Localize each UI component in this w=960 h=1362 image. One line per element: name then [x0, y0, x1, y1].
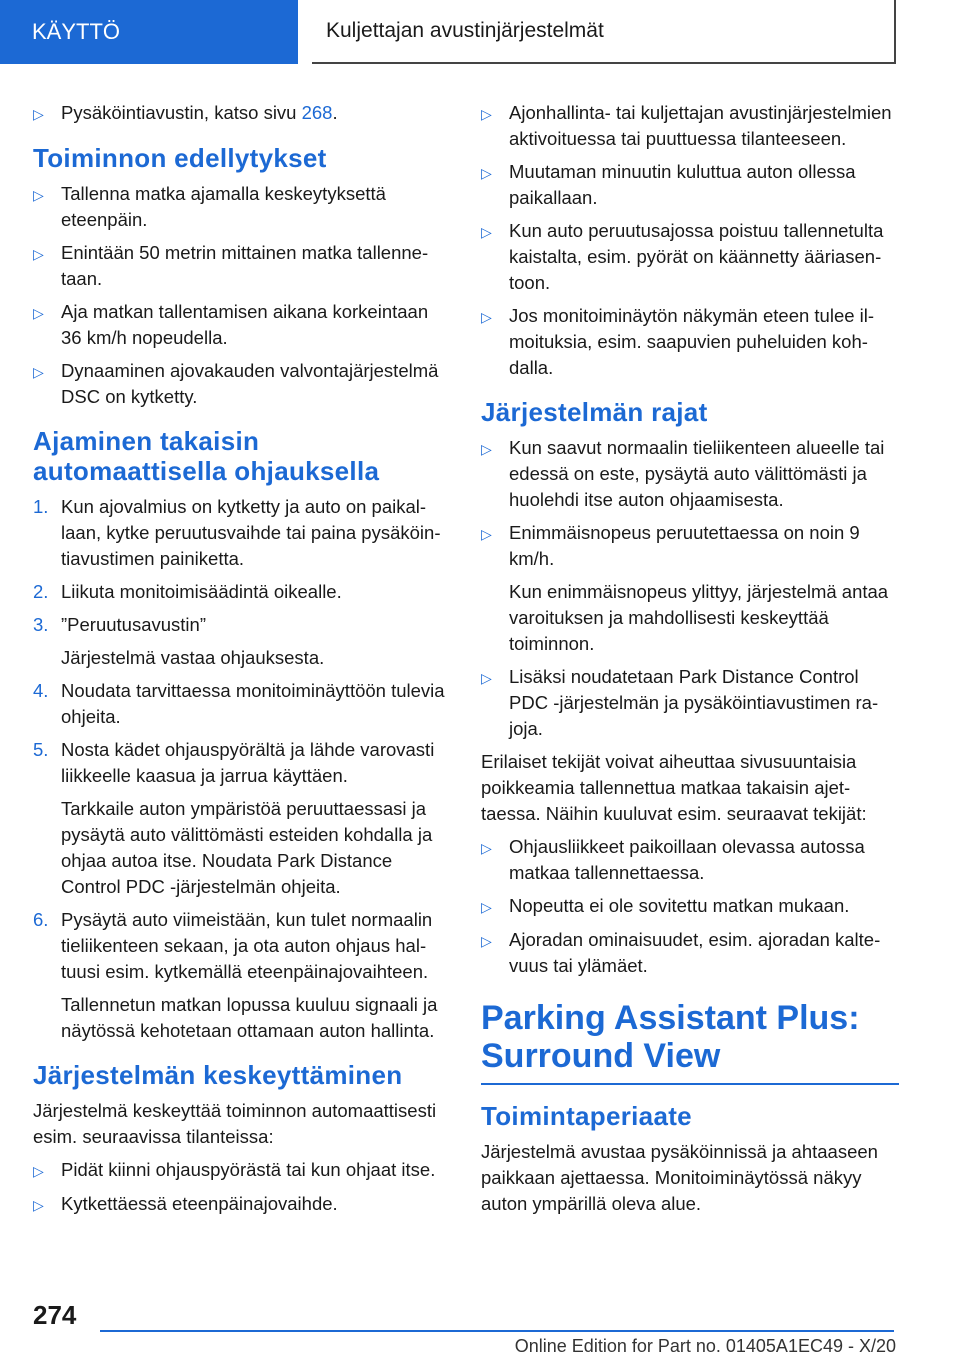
triangle-bullet-icon: ▷ [481, 441, 492, 457]
list-item: ▷ Lisäksi noudatetaan Park Distance Control PDC -järjestelmän ja pysäköintiavustimen rajoja. [481, 664, 899, 742]
triangle-bullet-icon: ▷ [33, 364, 44, 380]
list-item: ▷ Ohjausliikkeet paikoillaan olevassa autossa matkaa tallennettaessa. [481, 834, 899, 886]
triangle-bullet-icon: ▷ [481, 224, 492, 240]
triangle-bullet-icon: ▷ [481, 106, 492, 122]
step-item: 1. Kun ajovalmius on kytketty ja auto on paikallaan, kytke peruutusvaihde tai paina pysäköintiavustimen painiketta. [33, 496, 441, 569]
step-note: Tallennetun matkan lopussa kuuluu signaali ja näytössä kehotetaan ottamaan auton hallinta. [61, 994, 438, 1041]
step-note: Tarkkaile auton ympäristöä peruuttaessasi ja pysäytä auto välittömästi esteiden kohdalla ja ohjaa autoa itse. Noudata Park Distance Control PDC -järjestelmän ohjeita. [61, 798, 433, 897]
bullet-note: Kun enimmäisnopeus ylittyy, järjestelmä antaa varoituksen ja mahdollisesti keskeyttää toiminnon. [509, 581, 889, 654]
step-item: 6. Pysäytä auto viimeistään, kun tulet normaalin tieliikenteen sekaan, ja ota auton ohjaus haltuusi esim. kytkemällä eteenpäinajovaihteen. [33, 909, 433, 982]
list-item: ▷ Tallenna matka ajamalla keskeytyksettä eteenpäin. [33, 181, 451, 233]
step-item: 2. Liikuta monitoimisäädintä oikealle. [33, 581, 342, 602]
triangle-bullet-icon: ▷ [33, 1197, 44, 1213]
list-item: ▷ Muutaman minuutin kuluttua auton ollessa paikallaan. [481, 159, 899, 211]
step-item: 4. Noudata tarvittaessa monitoiminäyttöön tulevia ohjeita. [33, 680, 445, 727]
triangle-bullet-icon: ▷ [481, 899, 492, 915]
footer-edition: Online Edition for Part no. 01405A1EC49 - X/20 [514, 1336, 896, 1356]
step-note: Järjestelmä vastaa ohjauksesta. [61, 647, 325, 668]
triangle-bullet-icon: ▷ [33, 305, 44, 321]
list-item: ▷ Pysäköintiavustin, katso sivu 268. [33, 100, 451, 127]
triangle-bullet-icon: ▷ [33, 106, 44, 122]
footer-divider [100, 1330, 894, 1332]
section-heading-driving-back: Ajaminen takaisin automaattisella ohjauksella [33, 426, 380, 486]
triangle-bullet-icon: ▷ [33, 1163, 44, 1179]
section-heading-interruption: Järjestelmän keskeyttäminen [33, 1060, 403, 1090]
page-link[interactable]: 268 [301, 102, 333, 123]
triangle-bullet-icon: ▷ [481, 840, 492, 856]
left-column [33, 100, 451, 1225]
section-heading-limits: Järjestelmän rajat [481, 397, 708, 427]
list-item: ▷ Kun saavut normaalin tieliikenteen alueelle tai edessä on este, pysäytä auto välittömästi ja huolehdi itse auton ohjaamisesta. [481, 435, 899, 513]
section-heading-principle: Toimintaperiaate [481, 1101, 692, 1131]
paragraph: Järjestelmä avustaa pysäköinnissä ja ahtaaseen paikkaan ajettaessa. Monitoiminäytössä näkyy auton ympärillä oleva alue. [481, 1141, 878, 1214]
triangle-bullet-icon: ▷ [481, 165, 492, 181]
list-item: ▷ Ajoradan ominaisuudet, esim. ajoradan kaltevuus tai ylämäet. [481, 927, 899, 979]
list-item: ▷ Nopeutta ei ole sovitettu matkan mukaan. [481, 893, 899, 920]
list-item: ▷ Kun auto peruutusajossa poistuu tallennetulta kaistalta, esim. pyörät on käännetty ääriasentoon. [481, 218, 899, 296]
triangle-bullet-icon: ▷ [33, 187, 44, 203]
triangle-bullet-icon: ▷ [481, 933, 492, 949]
right-column [481, 100, 899, 1224]
triangle-bullet-icon: ▷ [481, 526, 492, 542]
list-item: ▷ Aja matkan tallentamisen aikana korkeintaan 36 km/h nopeudella. [33, 299, 451, 351]
step-item: 3. ”Peruutusavustin” [33, 614, 206, 635]
list-item: ▷ Dynaaminen ajovakauden valvontajärjestelmä DSC on kytketty. [33, 358, 451, 410]
paragraph: Erilaiset tekijät voivat aiheuttaa sivusuuntaisia poikkeamia tallennettua matkaa takaisin ajettaessa. Näihin kuuluvat esim. seuraavat tekijät: [481, 751, 867, 824]
page-number: 274 [33, 1300, 77, 1330]
section-tab: KÄYTTÖ [0, 0, 298, 64]
list-item: ▷ Kytkettäessä eteenpäinajovaihde. [33, 1191, 451, 1218]
section-heading-prerequisites: Toiminnon edellytykset [33, 143, 327, 173]
step-item: 5. Nosta kädet ohjauspyörältä ja lähde varovasti liikkeelle kaasua ja jarrua käyttäen. [33, 739, 435, 786]
chapter-title: Kuljettajan avustinjärjestelmät [312, 0, 896, 64]
list-item: ▷ Enintään 50 metrin mittainen matka tallennetaan. [33, 240, 451, 292]
triangle-bullet-icon: ▷ [33, 246, 44, 262]
paragraph: Järjestelmä keskeyttää toiminnon automaattisesti esim. seuraavissa tilanteissa: [33, 1100, 437, 1147]
chapter-heading: Parking Assistant Plus: Surround View [481, 999, 899, 1085]
triangle-bullet-icon: ▷ [481, 309, 492, 325]
list-item: ▷ Enimmäisnopeus peruutettaessa on noin 9 km/h. [481, 520, 899, 572]
list-item: ▷ Pidät kiinni ohjauspyörästä tai kun ohjaat itse. [33, 1157, 451, 1184]
triangle-bullet-icon: ▷ [481, 670, 492, 686]
list-item: ▷ Ajonhallinta- tai kuljettajan avustinjärjestelmien aktivoituessa tai puuttuessa tilanteeseen. [481, 100, 899, 152]
list-item: ▷ Jos monitoiminäytön näkymän eteen tulee ilmoituksia, esim. saapuvien puheluiden kohdalla. [481, 303, 899, 381]
